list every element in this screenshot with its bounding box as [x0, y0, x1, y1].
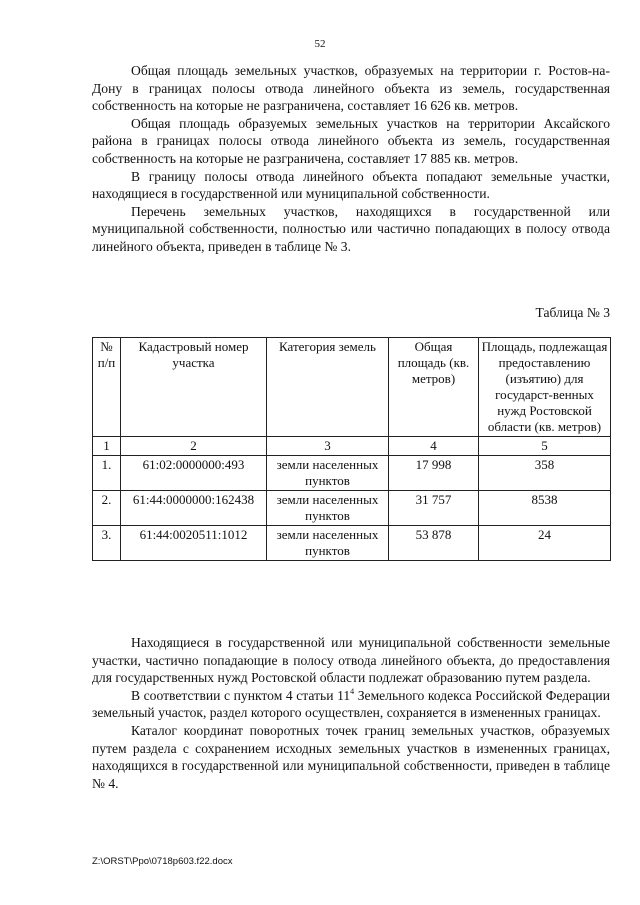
total-area: 31 757: [389, 491, 479, 526]
header-cell-cadastral: Кадастровый номер участка: [121, 338, 267, 437]
column-number: 3: [267, 437, 389, 456]
header-cell-category: Категория земель: [267, 338, 389, 437]
table-row: [93, 491, 611, 526]
column-number: 1: [93, 437, 121, 456]
total-area: 17 998: [389, 456, 479, 491]
paragraphs-after-table: [92, 634, 610, 792]
paragraph: В границу полосы отвода линейного объекта попадают земельные участки, находящиеся в государственной или муниципальной собственности.: [92, 168, 610, 202]
paragraph-land-code: [92, 687, 610, 722]
header-cell-seized-area: Площадь, подлежащая предоставлению (изъятию) для государст-венных нужд Ростовской области (кв. метров): [479, 338, 611, 437]
land-category: земли населенных пунктов: [267, 526, 389, 561]
paragraph-text: Земельного кодекса Российской Федерации земельный участок, раздел которого осуществлен, сохраняется в измененных границах.: [92, 687, 610, 721]
table-caption: Таблица № 3: [535, 305, 610, 320]
file-path-footer: Z:\ORST\Ppo\0718p603.f22.docx: [92, 856, 233, 867]
land-plots-table: [92, 337, 611, 561]
paragraph: Общая площадь образуемых земельных участков на территории Аксайского района в границах полосы отвода линейного объекта из земель, государственная собственность на которые не разграничена, составляет 17 885 кв. метров.: [92, 115, 610, 166]
paragraph-text: В соответствии с пунктом 4 статьи 11: [131, 687, 351, 703]
paragraphs-before-table: [92, 62, 610, 256]
header-cell-number: № п/п: [93, 338, 121, 437]
cadastral-number: 61:44:0000000:162438: [121, 491, 267, 526]
paragraph: Перечень земельных участков, находящихся в государственной или муниципальной собственности, полностью или частично попадающих в полосу отвода линейного объекта, приведен в таблице № 3.: [92, 203, 610, 254]
paragraph: Каталог координат поворотных точек границ земельных участков, образуемых путем раздела с сохранением исходных земельных участков в измененных границах, находящихся в государственной или муниципальной собственности, приведен в таблице № 4.: [92, 722, 610, 791]
land-category: земли населенных пунктов: [267, 491, 389, 526]
seized-area: 358: [479, 456, 611, 491]
row-number: 1.: [93, 456, 121, 491]
total-area: 53 878: [389, 526, 479, 561]
table-row: [93, 456, 611, 491]
column-number: 5: [479, 437, 611, 456]
table-header-row: [93, 338, 611, 437]
cadastral-number: 61:02:0000000:493: [121, 456, 267, 491]
seized-area: 8538: [479, 491, 611, 526]
row-number: 2.: [93, 491, 121, 526]
column-number: 2: [121, 437, 267, 456]
paragraph: Находящиеся в государственной или муниципальной собственности земельные участки, частично попадающие в полосу отвода линейного объекта, до предоставления для государственных нужд Ростовской области подлежат образованию путем раздела.: [92, 635, 610, 686]
superscript: 4: [350, 686, 355, 696]
header-cell-total-area: Общая площадь (кв. метров): [389, 338, 479, 437]
column-number-row: [93, 437, 611, 456]
seized-area: 24: [479, 526, 611, 561]
land-category: земли населенных пунктов: [267, 456, 389, 491]
table-row: [93, 526, 611, 561]
column-number: 4: [389, 437, 479, 456]
row-number: 3.: [93, 526, 121, 561]
paragraph: Общая площадь земельных участков, образуемых на территории г. Ростов-на-Дону в границах полосы отвода линейного объекта из земель, государственная собственность на которые не разграничена, составляет 16 626 кв. метров.: [92, 63, 610, 114]
page-number: 52: [314, 38, 326, 50]
cadastral-number: 61:44:0020511:1012: [121, 526, 267, 561]
